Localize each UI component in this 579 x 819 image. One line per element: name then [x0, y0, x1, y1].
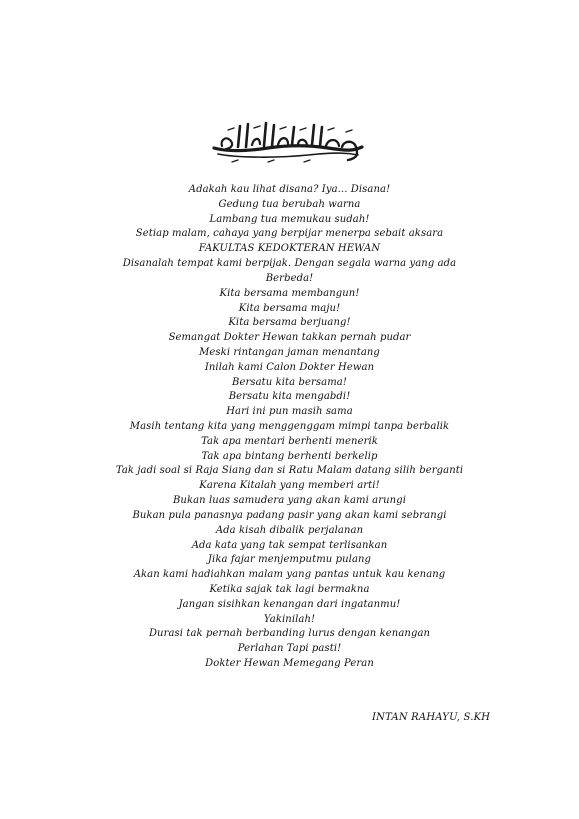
poem-line: Bersatu kita bersama! [232, 376, 347, 388]
poem-line: Tak apa bintang berhenti berkelip [201, 450, 378, 462]
poem-line: Berbeda! [265, 272, 314, 284]
poem-line: Kita bersama berjuang! [228, 317, 351, 329]
poem-line: Gedung tua berubah warna [218, 198, 361, 210]
poem-line: Adakah kau lihat disana? Iya... Disana! [188, 184, 391, 195]
poem-line: Lambang tua memukau sudah! [209, 213, 370, 225]
poem-line: Inilah kami Calon Dokter Hewan [204, 361, 375, 373]
poem-line: Durasi tak pernah berbanding lurus dengan kenangan [148, 628, 431, 640]
poem-line: Masih tentang kita yang menggenggam mimpi tanpa berbalik [129, 421, 450, 432]
poem-line: Ada kisah dibalik perjalanan [215, 524, 364, 536]
poem-line: Karena Kitalah yang memberi arti! [199, 480, 380, 492]
poem-line: Akan kami hadiahkan malam yang pantas untuk kau kenang [133, 569, 446, 581]
poem-line: FAKULTAS KEDOKTERAN HEWAN [198, 243, 381, 255]
author-signature: INTAN RAHAYU, S.KH [372, 712, 491, 723]
poem-line: Kita bersama membangun! [219, 287, 360, 299]
bismillah-calligraphy [208, 118, 366, 166]
poem-line: Setiap malam, cahaya yang berpijar menerpa sebait aksara [135, 228, 444, 240]
poem-line: Disanalah tempat kami berpijak. Dengan segala warna yang ada [122, 258, 457, 270]
poem-line: Meski rintangan jaman menantang [199, 346, 380, 358]
poem-line: Ketika sajak tak lagi bermakna [209, 583, 370, 595]
poem-line: Semangat Dokter Hewan takkan pernah pudar [168, 332, 411, 344]
poem-line: Tak apa mentari berhenti menerik [201, 435, 378, 447]
poem-line: Jangan sisihkan kenangan dari ingatanmu! [178, 598, 401, 610]
poem-line: Yakinilah! [263, 613, 316, 625]
poem-line: Kita bersama maju! [238, 302, 341, 314]
poem-line: Bukan pula panasnya padang pasir yang akan kami sebrangi [132, 509, 447, 521]
poem-line: Bersatu kita mengabdi! [228, 391, 351, 403]
poem-line: Hari ini pun masih sama [226, 406, 353, 418]
poem-line: Dokter Hewan Memegang Peran [205, 658, 374, 669]
poem-line: Bukan luas samudera yang akan kami arungi [172, 495, 407, 507]
poem-body [0, 183, 579, 672]
poem-line: Ada kata yang tak sempat terlisankan [191, 539, 388, 551]
poem-line: Jika fajar menjemputmu pulang [207, 554, 372, 566]
poem-line: Perlahan Tapi pasti! [237, 643, 342, 655]
poem-line: Tak jadi soal si Raja Siang dan si Ratu Malam datang silih berganti [115, 465, 464, 477]
